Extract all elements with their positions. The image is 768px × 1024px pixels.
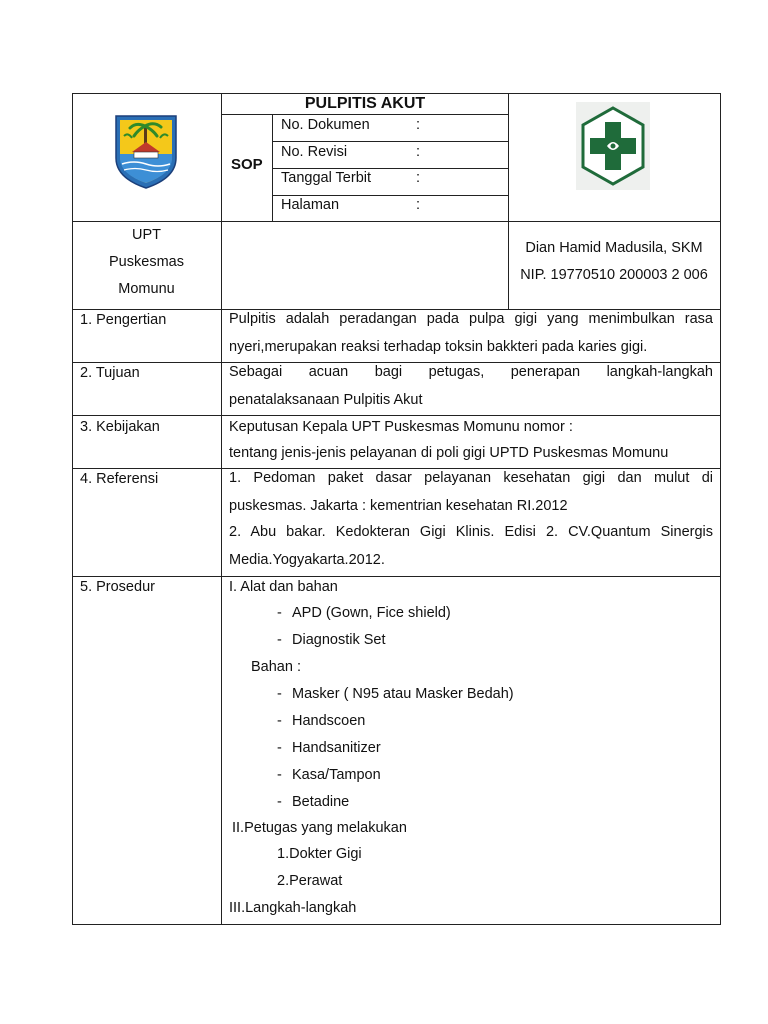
referensi-text: 1. Pedoman paket dasar pelayanan kesehatan gigi dan mulut di [229, 470, 713, 486]
kebijakan-text: Keputusan Kepala UPT Puskesmas Momunu nomor : [229, 419, 573, 435]
sop-label: SOP [231, 156, 263, 173]
doc-field-sep: : [416, 197, 421, 213]
bahan-item: Handscoen [292, 713, 366, 729]
doc-field-sep: : [416, 117, 421, 133]
pengertian-text: nyeri,merupakan reaksi terhadap toksin bakkteri pada karies gigi. [229, 339, 648, 355]
petugas-heading: II.Petugas yang melakukan [232, 820, 407, 836]
org-line: Momunu [118, 281, 175, 297]
section-label-tujuan: 2. Tujuan [80, 365, 140, 381]
doc-field-label: No. Dokumen [281, 117, 370, 133]
list-dash: - [277, 767, 282, 783]
bahan-item: Handsanitizer [292, 740, 381, 756]
list-dash: - [277, 686, 282, 702]
doc-field-label: Halaman [281, 197, 340, 213]
doc-field-sep: : [416, 144, 421, 160]
list-dash: - [277, 713, 282, 729]
petugas-item: 1.Dokter Gigi [277, 846, 362, 862]
langkah-heading: III.Langkah-langkah [229, 900, 357, 916]
signer-nip: NIP. 19770510 200003 2 006 [520, 267, 708, 283]
section-label-kebijakan: 3. Kebijakan [80, 419, 160, 435]
bahan-item: Masker ( N95 atau Masker Bedah) [292, 686, 514, 702]
signer-name: Dian Hamid Madusila, SKM [525, 240, 703, 256]
alat-item: Diagnostik Set [292, 632, 386, 648]
list-dash: - [277, 740, 282, 756]
bahan-heading: Bahan : [251, 659, 301, 675]
petugas-item: 2.Perawat [277, 873, 343, 889]
list-dash: - [277, 605, 282, 621]
doc-field-label: Tanggal Terbit [281, 170, 372, 186]
bahan-item: Kasa/Tampon [292, 767, 381, 783]
section-label-prosedur: 5. Prosedur [80, 579, 155, 595]
doc-field-sep: : [416, 170, 421, 186]
org-line: Puskesmas [109, 254, 184, 270]
bahan-item: Betadine [292, 794, 350, 810]
section-label-pengertian: 1. Pengertian [80, 312, 167, 328]
kemenkes-logo [576, 102, 650, 190]
referensi-text: 2. Abu bakar. Kedokteran Gigi Klinis. Edisi 2. CV.Quantum Sinergis [229, 524, 713, 540]
list-dash: - [277, 632, 282, 648]
prosedur-heading: I. Alat dan bahan [229, 579, 338, 595]
tujuan-text: Sebagai acuan bagi petugas, penerapan langkah-langkah [229, 364, 713, 380]
kebijakan-text: tentang jenis-jenis pelayanan di poli gigi UPTD Puskesmas Momunu [229, 445, 669, 461]
section-label-referensi: 4. Referensi [80, 471, 159, 487]
list-dash: - [277, 794, 282, 810]
regional-emblem-logo [112, 112, 180, 190]
document-title: PULPITIS AKUT [304, 95, 426, 112]
tujuan-text: penatalaksanaan Pulpitis Akut [229, 392, 423, 408]
pengertian-text: Pulpitis adalah peradangan pada pulpa gigi yang menimbulkan rasa [229, 311, 713, 327]
doc-field-label: No. Revisi [281, 144, 348, 160]
referensi-text: Media.Yogyakarta.2012. [229, 552, 385, 568]
org-line: UPT [132, 227, 161, 243]
referensi-text: puskesmas. Jakarta : kementrian kesehatan RI.2012 [229, 498, 568, 514]
alat-item: APD (Gown, Fice shield) [292, 605, 451, 621]
